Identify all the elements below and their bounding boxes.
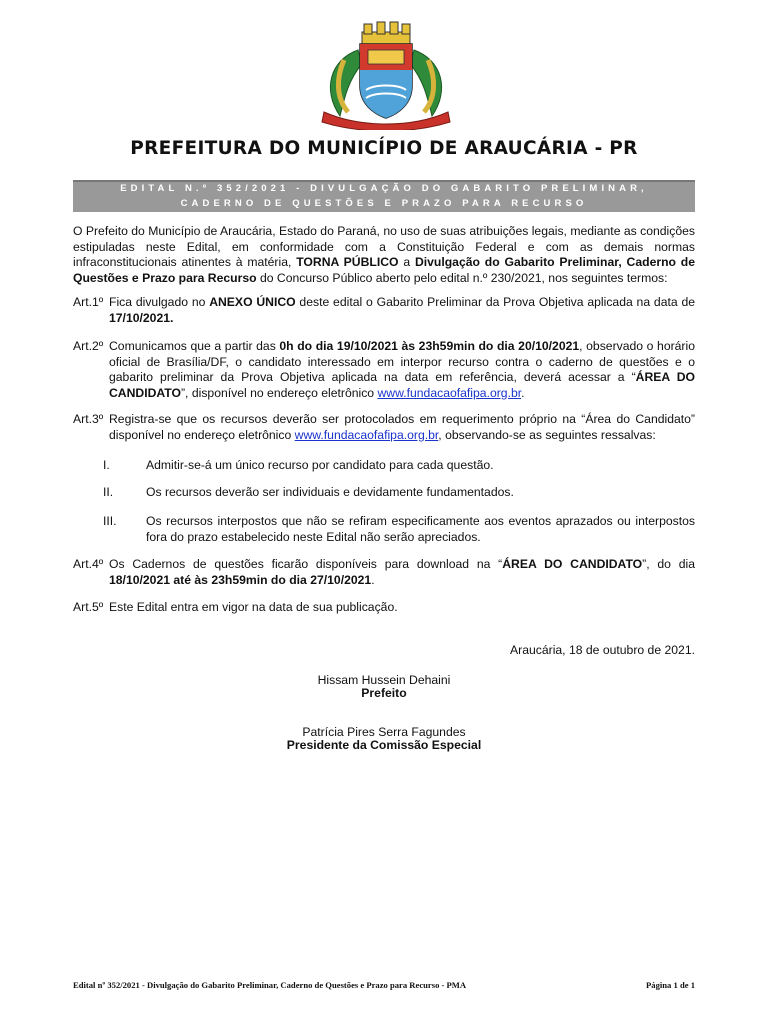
article-bold: 0h do dia 19/10/2021 às 23h59min do dia 20/10/2021: [279, 339, 580, 353]
list-item-text: Admitir-se-á um único recurso por candidato para cada questão.: [146, 458, 494, 472]
intro-bold-subject: Divulgação do Gabarito Preliminar, Caderno de Questões e Prazo para Recurso: [73, 255, 696, 285]
edital-banner: [73, 180, 695, 212]
intro-text-1: O Prefeito do Município de Araucária, Estado do Paraná, no uso de suas atribuições legais, mediante as condições estipuladas neste Edital, em conformidade com a Constituição Federal e com as demais normas infraconstitucionais atinentes à matéria,: [73, 224, 695, 269]
article-number: Art.5º: [73, 600, 104, 614]
article-text: ”, do dia: [642, 557, 695, 571]
municipal-coat-of-arms-icon: [300, 20, 472, 130]
list-item-text: Os recursos deverão ser individuais e devidamente fundamentados.: [146, 485, 514, 499]
banner-line-2: CADERNO DE QUESTÕES E PRAZO PARA RECURSO: [180, 198, 588, 209]
article-text: , observando-se as seguintes ressalvas:: [438, 427, 656, 442]
article-bold: 17/10/2021.: [109, 310, 174, 325]
list-item-number: I.: [103, 458, 110, 472]
banner-line-1: EDITAL N.º 352/2021 - DIVULGAÇÃO DO GABARITO PRELIMINAR,: [120, 183, 648, 194]
article-text: Comunicamos que a partir das: [109, 339, 280, 353]
article-bold: 18/10/2021 até às 23h59min do dia 27/10/2021: [109, 572, 372, 587]
article-text: Fica divulgado no: [109, 295, 210, 309]
intro-paragraph: [73, 224, 695, 286]
article-body: Este Edital entra em vigor na data de sua publicação.: [109, 600, 398, 614]
article-text: Os Cadernos de questões ficarão disponíveis para download na “: [109, 557, 503, 571]
footer-page-number: Página 1 de 1: [646, 980, 695, 990]
list-item-number: III.: [103, 514, 117, 528]
article-body: [109, 412, 695, 443]
article-bold: ÁREA DO CANDIDATO: [109, 370, 696, 400]
page-title: PREFEITURA DO MUNICÍPIO DE ARAUCÁRIA - PR: [130, 138, 638, 159]
intro-bold-torna-publico: TORNA PÚBLICO: [296, 255, 399, 269]
article-text: .: [371, 572, 375, 587]
article-5: [73, 600, 695, 616]
article-text: .: [521, 385, 525, 400]
article-body: [109, 295, 695, 326]
intro-text-2: a: [398, 255, 415, 269]
article-number: Art.4º: [73, 557, 104, 571]
article-3: [73, 412, 695, 444]
article-number: Art.1º: [73, 295, 104, 309]
list-item-number: II.: [103, 485, 114, 499]
fundacao-fafipa-link[interactable]: www.fundacaofafipa.org.br: [294, 427, 439, 442]
intro-text-3: do Concurso Público aberto pelo edital n.º 230/2021, nos seguintes termos:: [256, 270, 668, 285]
signer-1-role: Prefeito: [361, 686, 407, 700]
article-text: , observado o horário oficial de Brasília/DF, o candidato interessado em interpor recurso contra o caderno de questões e o gabarito preliminar da Prova Objetiva aplicada na data em referência, deverá acessar a “: [109, 339, 695, 384]
article-text: ”, disponível no endereço eletrônico: [181, 385, 378, 400]
article-2: [73, 339, 695, 403]
signer-2-name: Patrícia Pires Serra Fagundes: [302, 725, 466, 739]
article-1: [73, 295, 695, 327]
footer-document-title: Edital nº 352/2021 - Divulgação do Gabarito Preliminar, Caderno de Questões e Prazo para Recurso - PMA: [73, 980, 467, 990]
article-body: [109, 557, 695, 588]
article-text: deste edital o Gabarito Preliminar da Prova Objetiva aplicada na data de: [295, 295, 696, 309]
article-4: [73, 557, 695, 589]
article-bold: ÁREA DO CANDIDATO: [502, 557, 643, 571]
list-item-text: Os recursos interpostos que não se refiram especificamente aos eventos aprazados ou interpostos fora do prazo estabelecido neste Edital não serão apreciados.: [146, 514, 695, 544]
article-body: [109, 339, 695, 401]
signer-1-name: Hissam Hussein Dehaini: [317, 673, 451, 687]
article-number: Art.2º: [73, 339, 104, 353]
fundacao-fafipa-link[interactable]: www.fundacaofafipa.org.br: [377, 385, 522, 400]
article-number: Art.3º: [73, 412, 104, 426]
place-date: Araucária, 18 de outubro de 2021.: [510, 643, 695, 657]
article-bold: ANEXO ÚNICO: [209, 295, 296, 309]
article-text: Registra-se que os recursos deverão ser protocolados em requerimento próprio na “Área do Candidato” disponível no endereço eletrônico: [109, 412, 695, 442]
signer-2-role: Presidente da Comissão Especial: [286, 738, 482, 752]
